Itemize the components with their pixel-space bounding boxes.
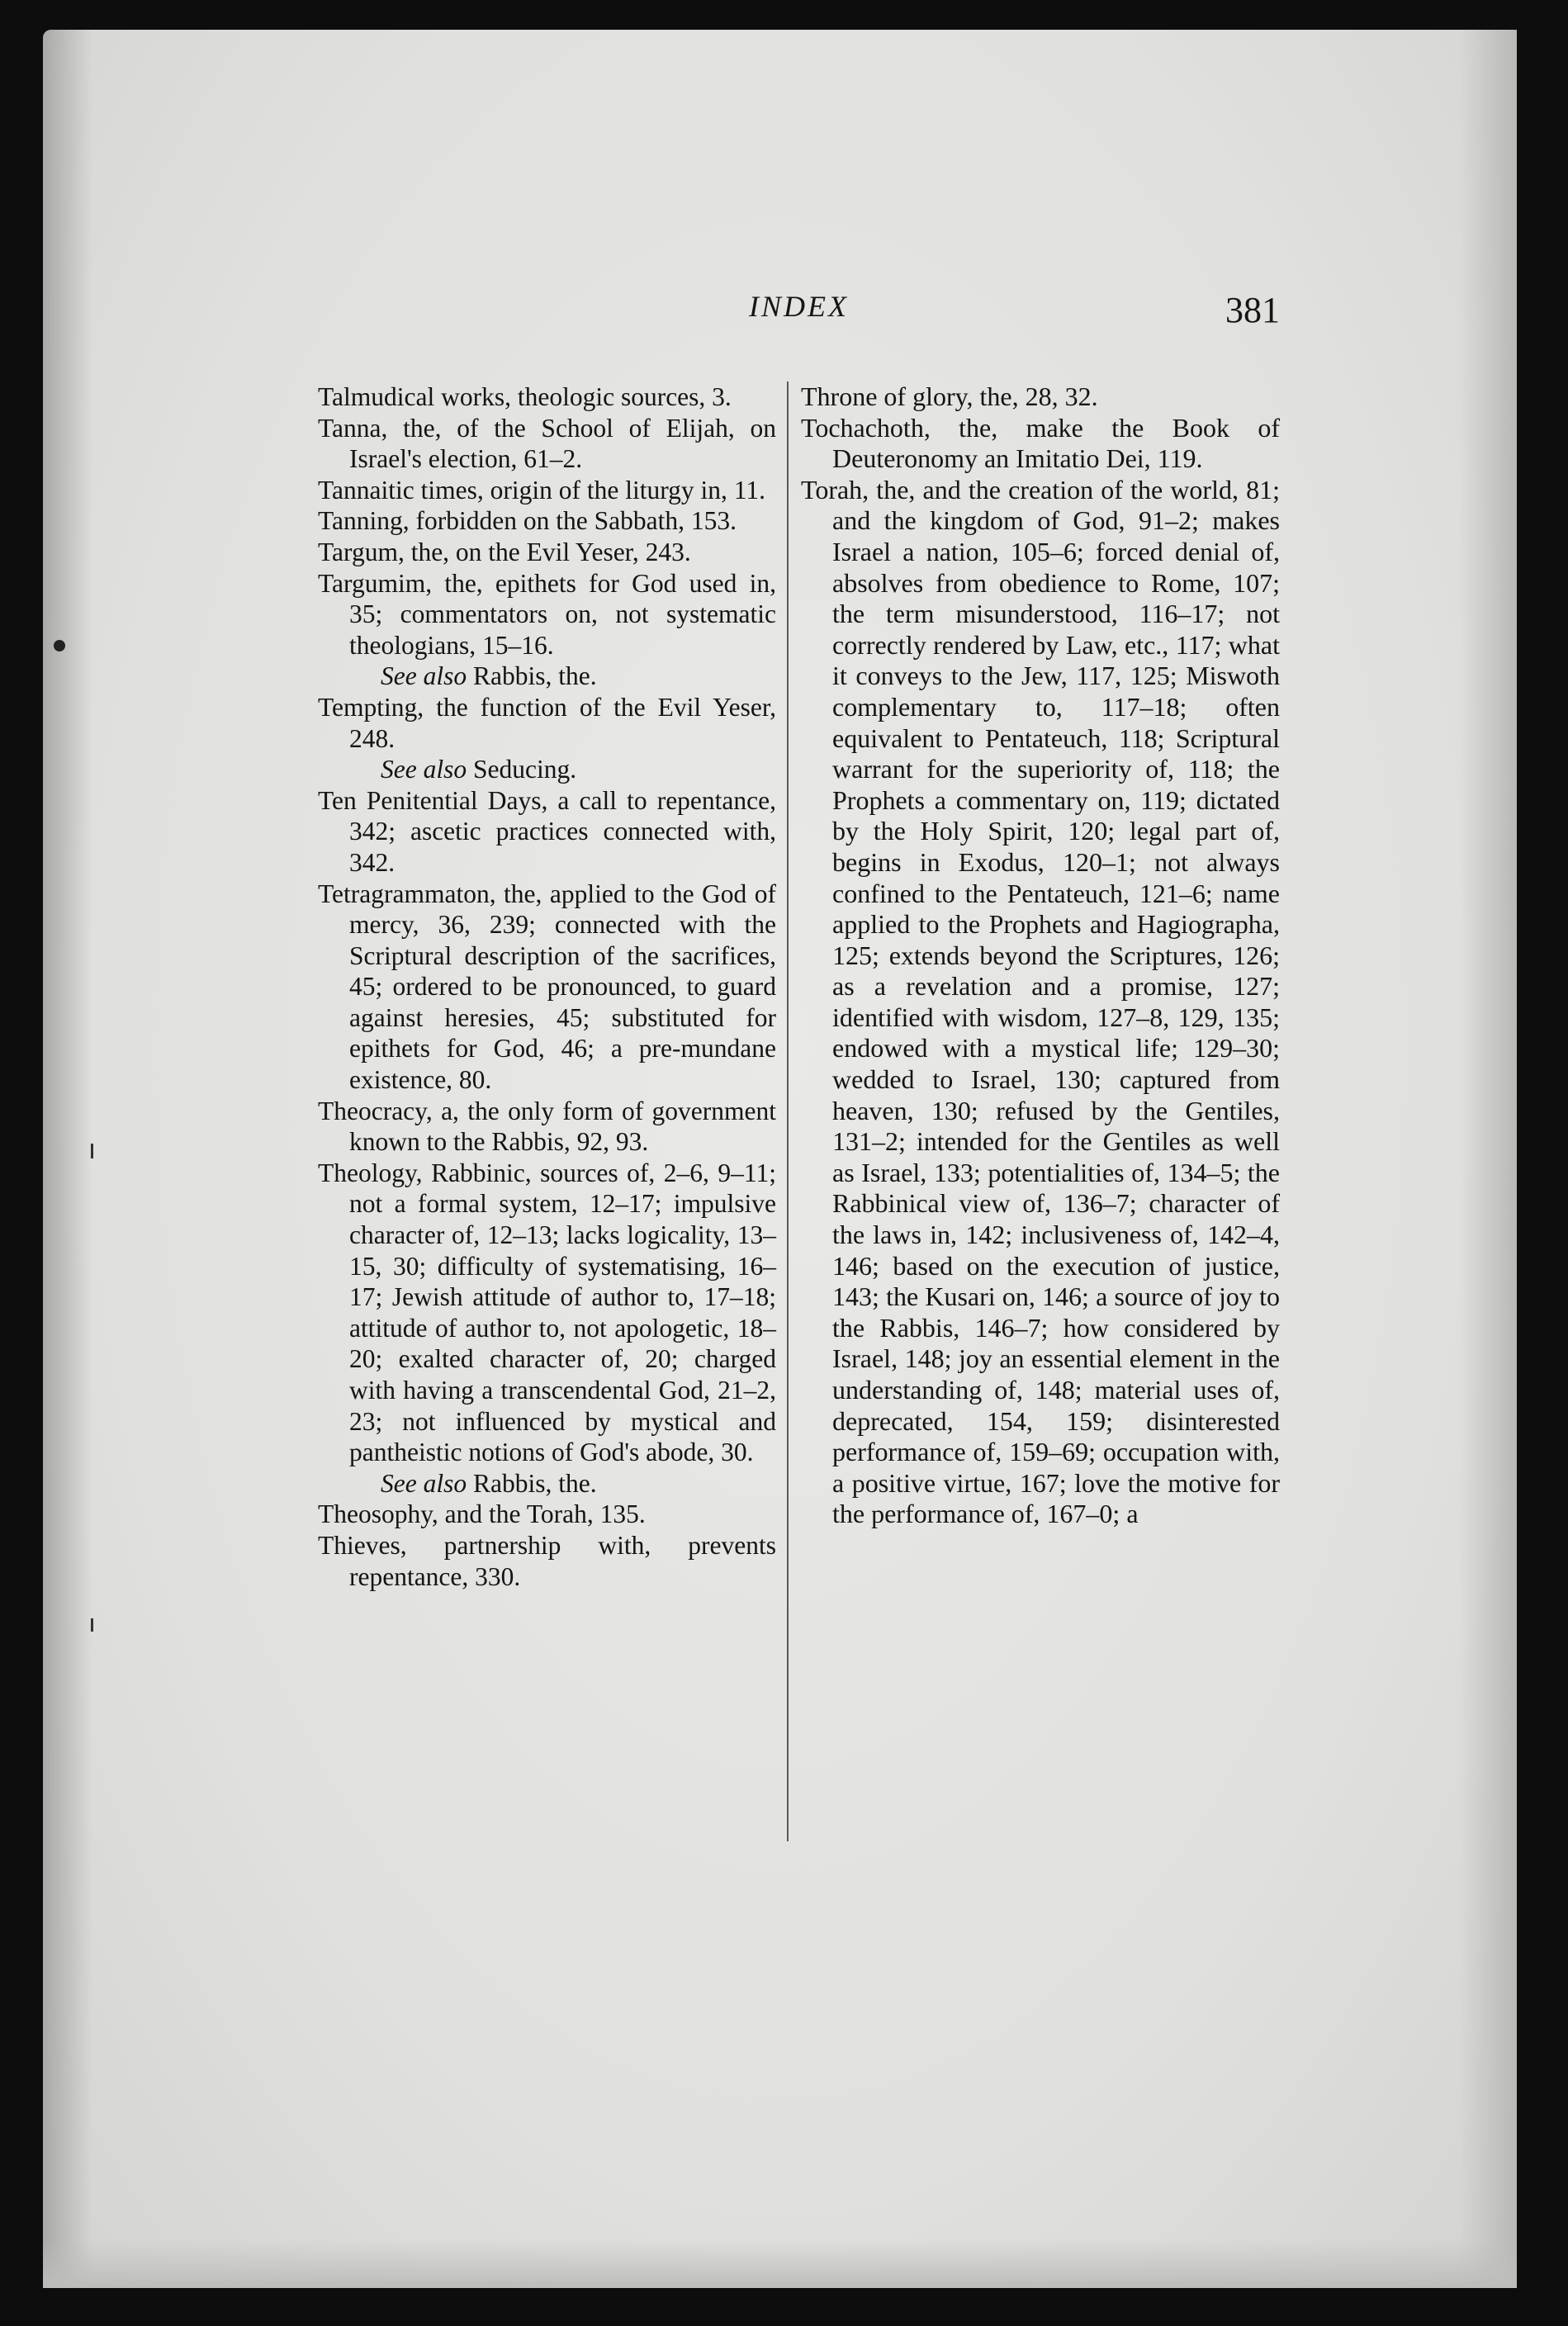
see-also-reference: [318, 661, 776, 692]
see-also-target: Seducing.: [467, 755, 577, 784]
see-also-target: Rabbis, the.: [467, 1468, 597, 1498]
index-entry: Tannaitic times, origin of the liturgy in, 11.: [318, 475, 765, 505]
see-also-label: See also: [381, 1468, 467, 1498]
margin-tick: [91, 1618, 93, 1632]
index-entry: Throne of glory, the, 28, 32.: [801, 381, 1098, 411]
index-columns: [318, 381, 1280, 1851]
page-header: [318, 272, 1280, 330]
index-entry: Tanning, forbidden on the Sabbath, 153.: [318, 506, 737, 536]
see-also-reference: [318, 754, 776, 785]
index-entry: Tetragrammaton, the, applied to the God of mercy, 36, 239; connected with the Scriptural description of the sacrifices, 45; ordered to be pronounced, to guard against heresies, 45; substituted for epithets for God, 46; a pre-mundane existence, 80.: [318, 879, 776, 1095]
bottom-shadow: [43, 2238, 1517, 2288]
index-entry: Tanna, the, of the School of Elijah, on Israel's election, 61–2.: [318, 413, 776, 474]
column-divider: [787, 381, 789, 1841]
see-also-target: Rabbis, the.: [467, 661, 597, 691]
index-entry: Torah, the, and the creation of the world, 81; and the kingdom of God, 91–2; makes Israel a nation, 105–6; forced denial of, absolves from obedience to Rome, 107; the term misunderstood, 116–17; not correctly rendered by Law, etc., 117; what it conveys to the Jew, 117, 125; Miswoth complementary to, 117–18; often equivalent to Pentateuch, 118; Scriptural warrant for the superiority of, 118; the Prophets a commentary on, 119; dictated by the Holy Spirit, 120; legal part of, begins in Exodus, 120–1; not always confined to the Pentateuch, 121–6; name applied to the Prophets and Hagiographa, 125; extends beyond the Scriptures, 126; as a revelation and a promise, 127; identified with wisdom, 127–8, 129, 135; endowed with a mystical life; 129–30; wedded to Israel, 130; captured from heaven, 130; refused by the Gentiles, 131–2; intended for the Gentiles as well as Israel, 133; potentialities of, 134–5; the Rabbinical view of, 136–7; character of the laws in, 142; inclusiveness of, 142–4, 146; based on the execution of justice, 143; the Kusari on, 146; a source of joy to the Rabbis, 146–7; how considered by Israel, 148; joy an essential element in the understanding of, 148; material uses of, deprecated, 154, 159; disinterested performance of, 159–69; occupation with, a positive virtue, 167; love the motive for the performance of, 167–0; a: [801, 474, 1280, 1529]
see-also-label: See also: [381, 755, 467, 784]
index-entry: Tochachoth, the, make the Book of Deuteronomy an Imitatio Dei, 119.: [801, 412, 1280, 474]
index-entry: Theosophy, and the Torah, 135.: [318, 1499, 646, 1529]
see-also-reference: [318, 1468, 776, 1499]
edge-shadow: [1459, 30, 1517, 2288]
index-entry: Talmudical works, theologic sources, 3.: [318, 382, 732, 411]
index-entry: Tempting, the function of the Evil Yeser, 248.: [318, 692, 776, 753]
index-entry: Targum, the, on the Evil Yeser, 243.: [318, 537, 691, 566]
index-entry: Ten Penitential Days, a call to repentance, 342; ascetic practices connected with, 342.: [318, 785, 776, 877]
index-entry: Theology, Rabbinic, sources of, 2–6, 9–11; not a formal system, 12–17; impulsive character of, 12–13; lacks logicality, 13–15, 30; difficulty of systematising, 16–17; Jewish attitude of author to, 17–18; attitude of author to, not apologetic, 18–20; exalted character of, 20; charged with having a transcendental God, 21–2, 23; not influenced by mystical and pantheistic notions of God's abode, 30.: [318, 1158, 776, 1467]
see-also-label: See also: [381, 661, 467, 691]
left-column: [318, 381, 776, 1592]
gutter-shadow: [43, 30, 92, 2288]
index-entry: Targumim, the, epithets for God used in, 35; commentators on, not systematic theologians, 15–16.: [318, 568, 776, 660]
index-entry: Thieves, partnership with, prevents repentance, 330.: [318, 1530, 776, 1591]
right-column: [801, 381, 1280, 1530]
margin-mark: [54, 640, 65, 651]
page-number: 381: [1225, 290, 1280, 330]
margin-tick: [91, 1144, 93, 1158]
running-head: INDEX: [749, 290, 849, 323]
index-entry: Theocracy, a, the only form of government known to the Rabbis, 92, 93.: [318, 1096, 776, 1157]
